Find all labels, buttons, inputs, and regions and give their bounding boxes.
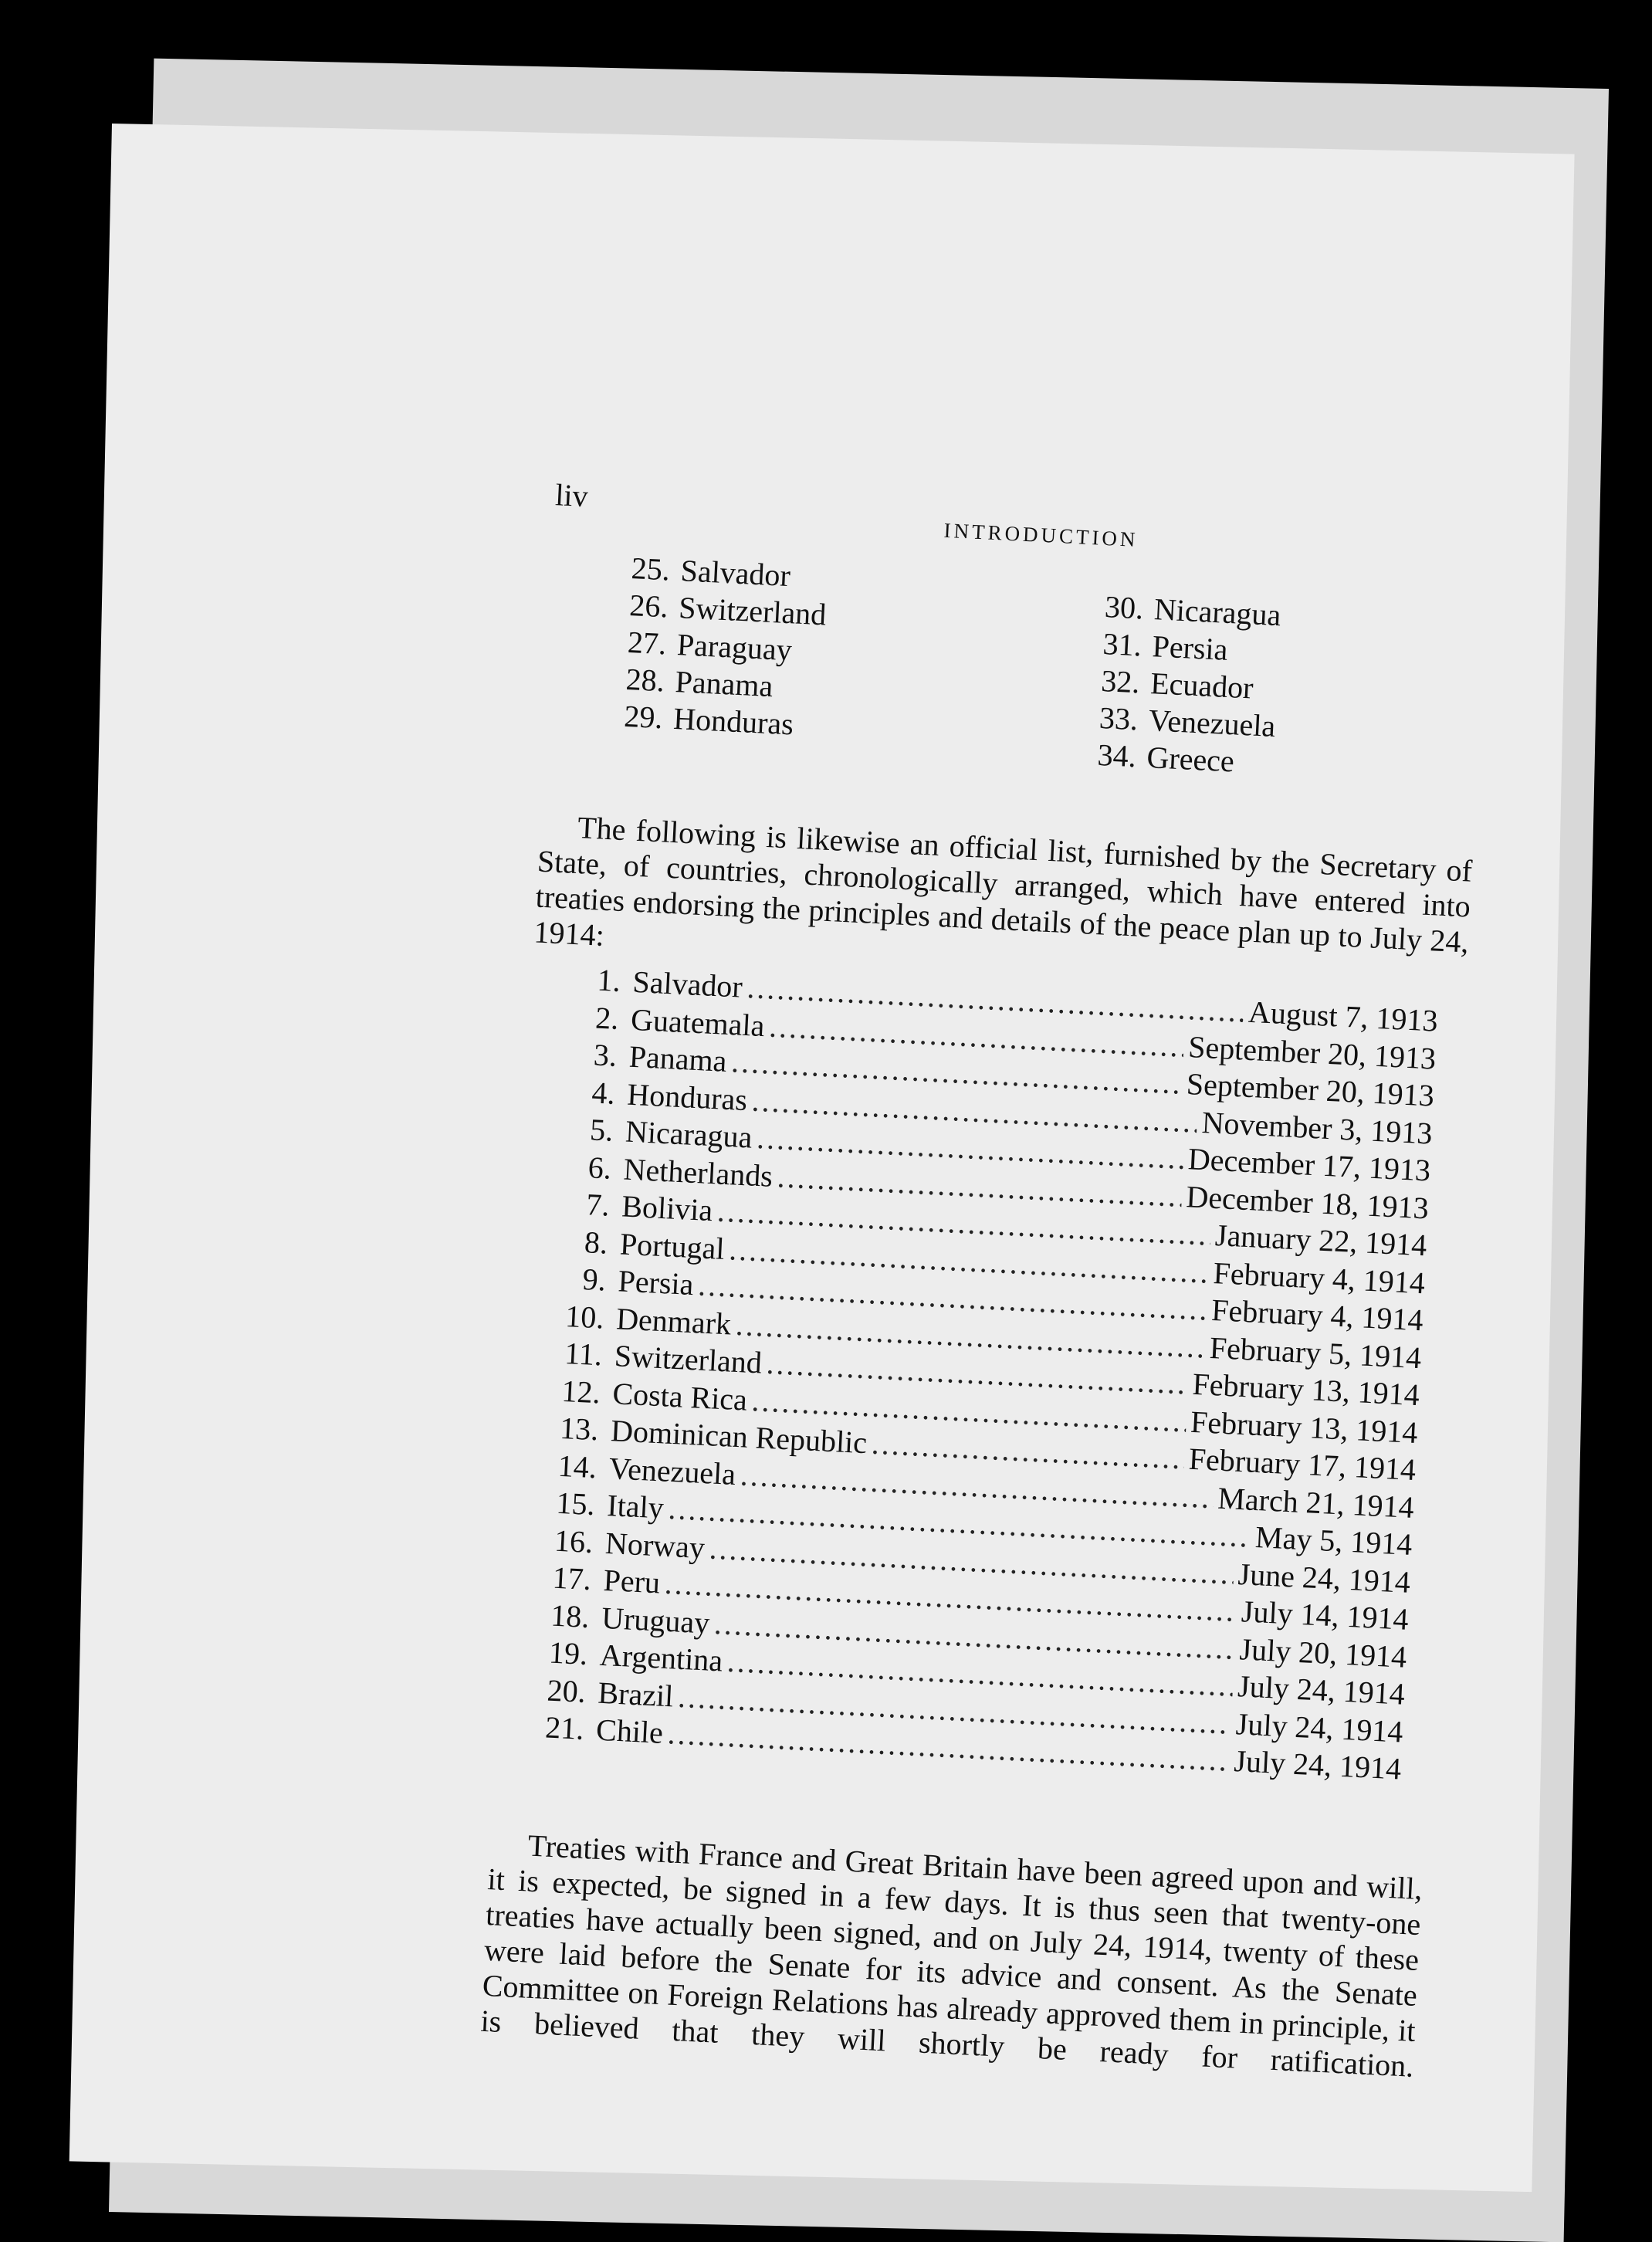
country-list-right-column [1083,588,1282,782]
closing-paragraph: Treaties with France and Great Britain have been agreed upon and will, it is expected, be signed in a few days. It is thus seen that twenty-one treaties have actually been signed, and on July 24, 1914, twenty of these were laid before the Senate for its advice and consent. As the Senate Committee on Foreign Relations has already approved them in principle, it is believed that they will shortly be ready for ratification. [479,1827,1423,2084]
list-item: 30. Nicaragua [1104,589,1282,633]
table-row: 9. Persia ..... February 4, 1914 [559,1260,1424,1339]
list-item: 28. Panama [625,661,774,704]
treaty-date: July 20, 1914 [1238,1631,1408,1675]
treaty-date: July 24, 1914 [1234,1705,1404,1749]
list-item: 29. Honduras [623,698,794,742]
treaty-list [537,960,1438,1788]
running-head: INTRODUCTION [943,518,1139,552]
treaty-date: July 24, 1914 [1237,1668,1406,1712]
treaty-date: July 24, 1914 [1233,1743,1403,1786]
list-item: 34. Greece [1096,737,1235,779]
treaty-date: February 13, 1914 [1190,1404,1419,1450]
table-row: 10. Denmark ..... February 5, 1914 [557,1297,1422,1377]
treaty-date: February 5, 1914 [1208,1329,1423,1375]
list-item: 25. Salvador [630,550,791,594]
country-list-left-column [609,549,828,744]
book-page [69,124,1575,2192]
treaty-date: June 24, 1914 [1237,1556,1412,1600]
treaty-date: February 4, 1914 [1212,1255,1426,1300]
treaty-date: August 7, 1913 [1247,994,1439,1038]
table-row: 18. Uruguay ..... July 20, 1914 [542,1597,1407,1676]
treaty-date: December 18, 1913 [1185,1178,1430,1225]
list-item: 32. Ecuador [1100,662,1254,706]
list-item: 31. Persia [1102,626,1229,667]
table-row: 6. Netherlands ..... December 18, 1913 [564,1147,1430,1227]
table-row: 14. Venezuela ..... March 21, 1914 [550,1447,1415,1526]
table-row: 13. Dominican Republic ..... February 17, 1914 [551,1409,1417,1488]
table-row: 4. Honduras ..... November 3, 1913 [567,1072,1433,1152]
table-row: 16. Norway ..... June 24, 1914 [546,1522,1411,1601]
page-content [479,476,1624,2084]
table-row: 5. Nicaragua ..... December 17, 1913 [566,1110,1431,1190]
table-row: 3. Panama ..... September 20, 1913 [570,1035,1435,1115]
table-row: 8. Portugal ..... February 4, 1914 [560,1222,1426,1302]
table-row: 7. Bolivia ..... January 22, 1914 [562,1185,1427,1265]
treaty-date: January 22, 1914 [1214,1218,1428,1263]
list-item: 33. Venezuela [1099,699,1277,744]
treaty-date: July 14, 1914 [1241,1593,1410,1637]
table-row: 19. Argentina ..... July 24, 1914 [540,1634,1406,1713]
table-row: 17. Peru ..... July 14, 1914 [544,1559,1410,1638]
table-row: 12. Costa Rica ..... February 13, 1914 [553,1372,1419,1451]
table-row: 11. Switzerland ..... February 13, 1914 [555,1335,1420,1414]
table-row: 2. Guatemala ..... September 20, 1913 [571,998,1437,1078]
treaty-date: May 5, 1914 [1254,1519,1413,1562]
table-row: 21. Chile ..... July 24, 1914 [537,1709,1402,1788]
list-item: 27. Paraguay [627,624,793,668]
intro-paragraph: The following is likewise an official list, furnished by the Secretary of State, of countries, chronologically arranged, which have entered into treaties endorsing the principles and details of the peace plan up to July 24, 1914: [533,810,1474,960]
page-number: liv [554,477,589,514]
table-row: 1. Salvador ..... August 7, 1913 [574,960,1439,1040]
treaty-date: December 17, 1913 [1187,1141,1432,1188]
treaty-date: September 20, 1913 [1185,1066,1435,1113]
table-row: 15. Italy ..... May 5, 1914 [547,1484,1413,1563]
treaty-date: February 17, 1914 [1187,1441,1417,1488]
treaty-date: February 13, 1914 [1191,1366,1420,1413]
treaty-date: September 20, 1913 [1187,1028,1437,1076]
treaty-date: March 21, 1914 [1217,1480,1415,1525]
list-item: 26. Switzerland [628,588,828,632]
table-row: 20. Brazil ..... July 24, 1914 [539,1671,1404,1750]
treaty-date: November 3, 1913 [1200,1104,1434,1151]
treaty-date: February 4, 1914 [1210,1292,1424,1338]
